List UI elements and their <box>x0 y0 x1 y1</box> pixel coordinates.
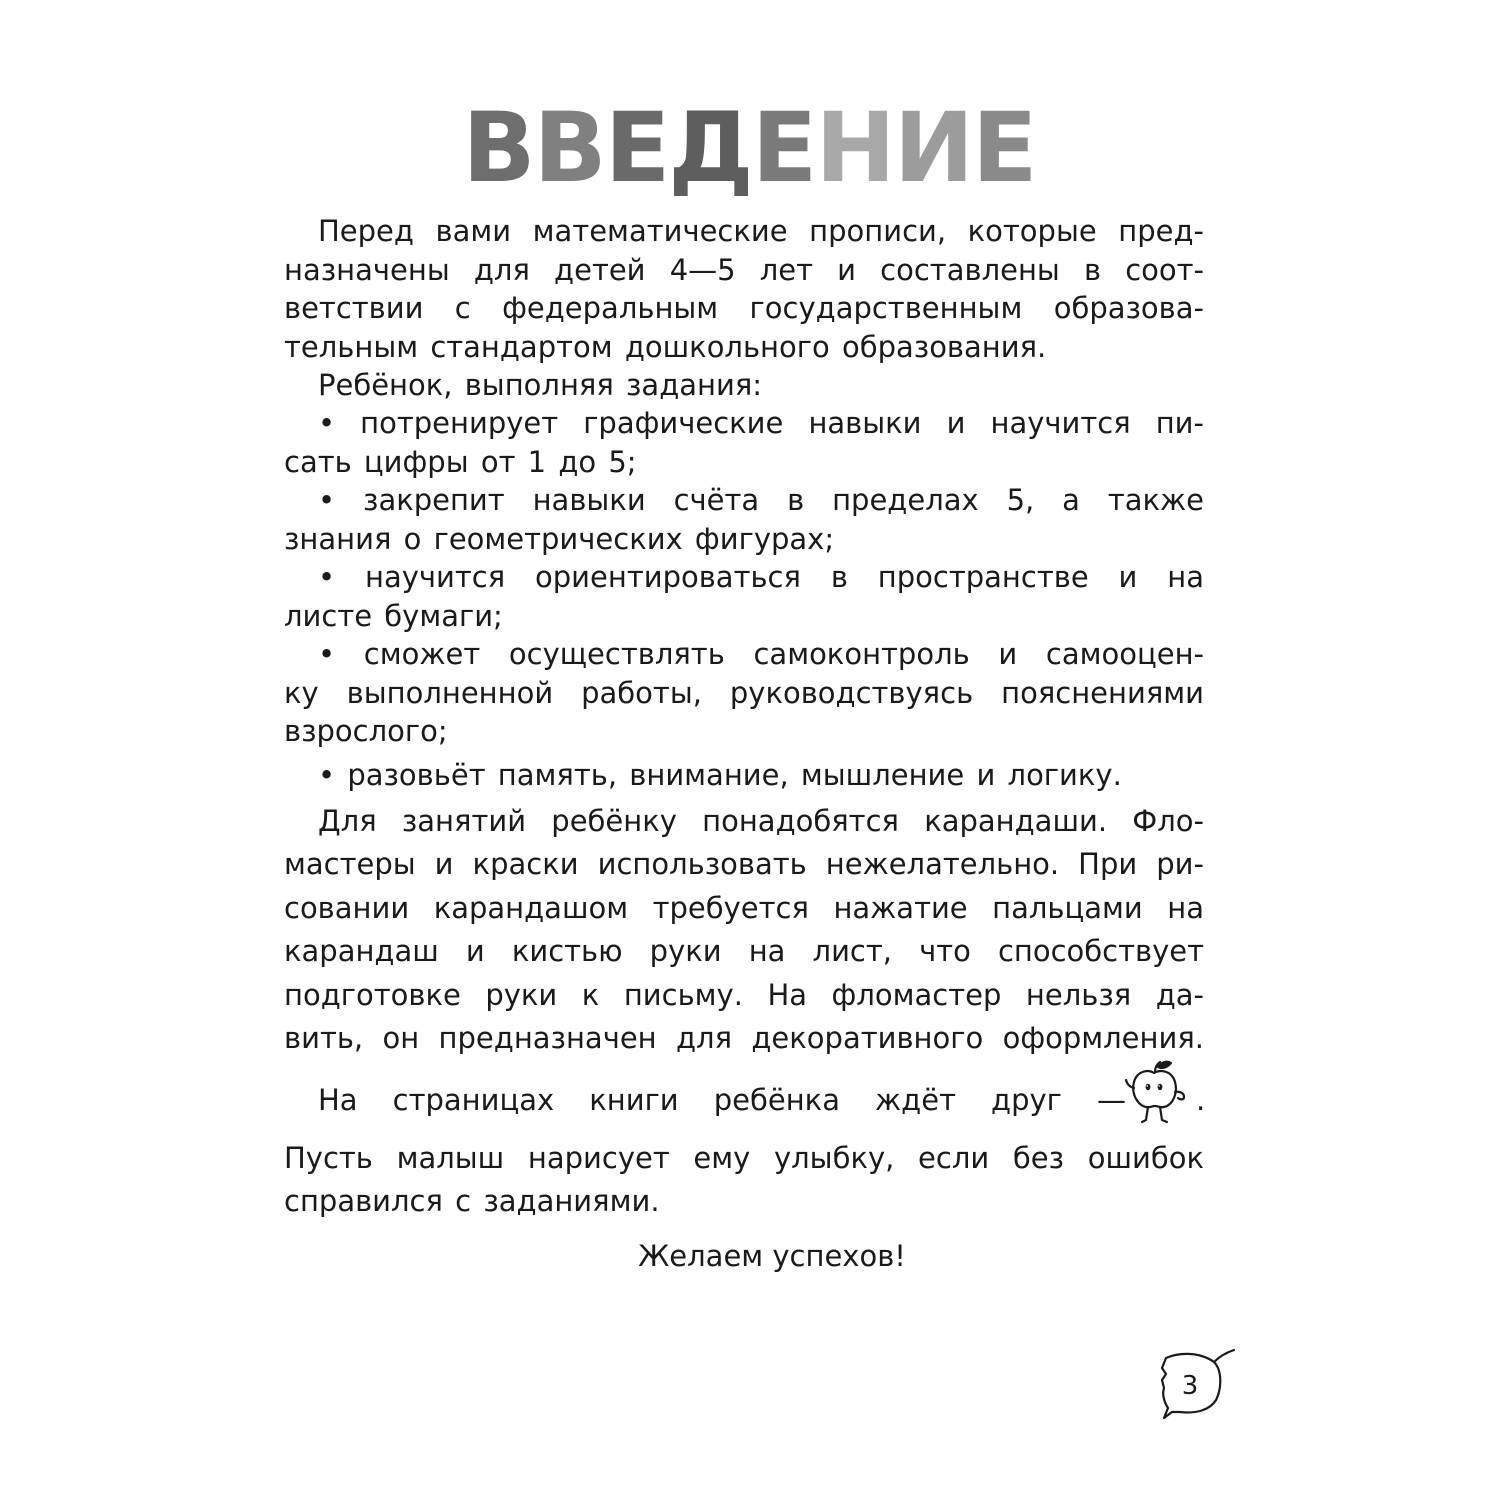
text-line: ку выполненной работы, руководствуясь пояснениями <box>284 675 1204 710</box>
text-line: Перед вами математические прописи, которые пред- <box>318 214 1204 248</box>
text-line: карандаш и кистью руки на лист, что способствует <box>284 934 1204 969</box>
text-line: справился с заданиями. <box>284 1184 660 1219</box>
title-letter-4: Д <box>668 92 754 204</box>
apple-character-icon <box>1124 1058 1194 1132</box>
page-number: 3 <box>1181 1371 1199 1401</box>
text-line: листе бумаги; <box>284 598 503 633</box>
title-letter-1: В <box>462 92 536 204</box>
bullet-item-2: • закрепит навыки счёта в пределах 5, а также <box>318 483 1204 517</box>
text-line: Пусть малыш нарисует ему улыбку, если без ошибок <box>284 1141 1204 1175</box>
bullet-item-5: • разовьёт память, внимание, мышление и логику. <box>318 758 1122 792</box>
title-letter-7: И <box>893 92 975 204</box>
title-letter-8: Е <box>972 92 1038 204</box>
text-line: назначены для детей 4—5 лет и составлены в соот- <box>284 252 1204 287</box>
materials-paragraph <box>284 800 1204 1060</box>
text-line: подготовке руки к письму. На фломастер нельзя да- <box>284 977 1204 1012</box>
text-line: вить, он предназначен для декоративного оформления. <box>284 1021 1204 1056</box>
bullet-item-4: • сможет осуществлять самоконтроль и самооцен- <box>318 637 1204 671</box>
text-line: мастеры и краски использовать нежелательно. При ри- <box>284 847 1204 882</box>
text-line: взрослого; <box>284 714 448 748</box>
friend-dot: . <box>1196 1083 1206 1117</box>
text-line: сать цифры от 1 до 5; <box>284 444 637 479</box>
bullet-list-last <box>284 756 1204 795</box>
text-line: Для занятий ребёнку понадобятся карандаши. Фло- <box>318 804 1204 838</box>
text-line: совании карандашом требуется нажатие пальцами на <box>284 890 1204 925</box>
text-line: Ребёнок, выполняя задания: <box>318 368 763 402</box>
closing-wish: Желаем успехов! <box>638 1239 906 1273</box>
title-letter-3: Е <box>604 92 671 204</box>
friend-paragraph <box>284 1137 1204 1224</box>
text-line: ветствии с федеральным государственным образова- <box>284 291 1204 325</box>
tasks-lead <box>284 366 1204 405</box>
title-letter-2: В <box>533 92 607 204</box>
bullet-list <box>284 404 1204 751</box>
bullet-item-1: • потренирует графические навыки и научится пи- <box>318 406 1204 440</box>
title-letter-5: Е <box>751 92 818 204</box>
text-line: знания о геометрических фигурах; <box>284 521 835 556</box>
friend-line <box>284 1081 1126 1120</box>
text-line: тельным стандартом дошкольного образования. <box>284 329 1047 364</box>
bullet-item-3: • научится ориентироваться в пространстве и на <box>318 560 1204 594</box>
text-line: На страницах книги ребёнка ждёт друг — <box>318 1083 1126 1117</box>
page-title <box>0 92 1500 204</box>
title-letter-6: Н <box>815 92 896 204</box>
intro-paragraph <box>284 212 1204 366</box>
